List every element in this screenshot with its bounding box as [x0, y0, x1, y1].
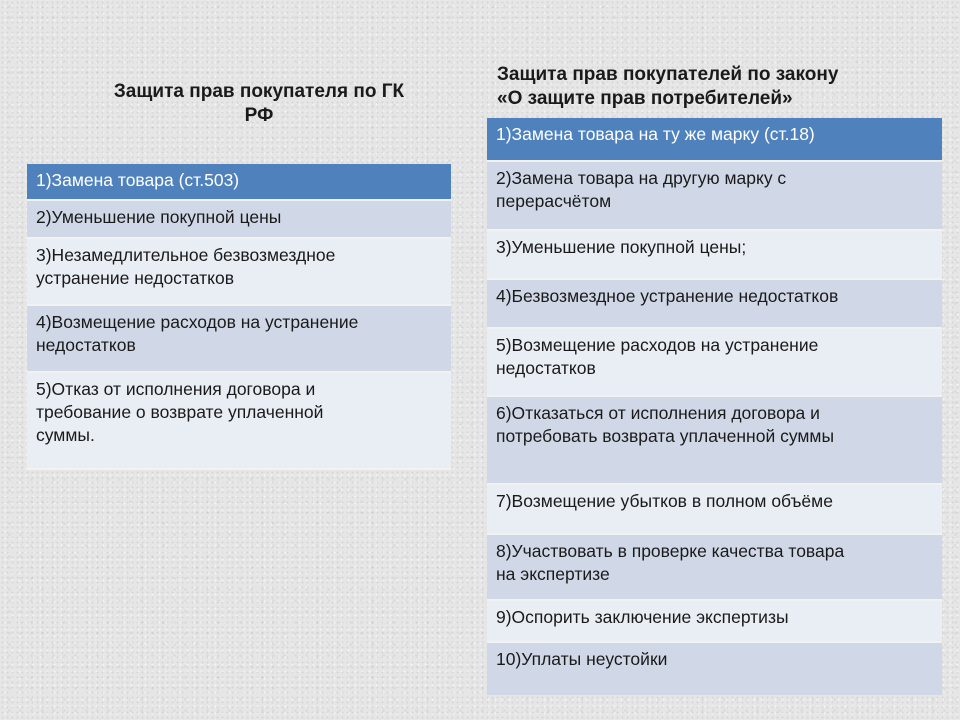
- row-text-line: перерасчётом: [496, 191, 612, 211]
- row-text-line: устранение недостатков: [36, 268, 234, 288]
- right-table-row: [487, 329, 942, 397]
- left-heading-line: РФ: [244, 105, 274, 126]
- row-text-line: недостатков: [36, 335, 136, 355]
- row-text-line: 4)Возмещение расходов на устранение: [36, 312, 359, 332]
- right-rights-table: [487, 118, 942, 695]
- left-table-row: [27, 239, 451, 306]
- left-table-row: [27, 201, 451, 239]
- right-table-row: [487, 643, 942, 695]
- right-heading-line: Защита прав покупателей по закону: [497, 64, 839, 85]
- row-text-line: 10)Уплаты неустойки: [496, 649, 668, 669]
- left-heading-line: Защита прав покупателя по ГК: [113, 81, 405, 102]
- row-text-line: 5)Возмещение расходов на устранение: [496, 335, 819, 355]
- row-text-line: 2)Уменьшение покупной цены: [36, 207, 282, 227]
- right-table-row: [487, 601, 942, 643]
- row-text-line: на экспертизе: [496, 564, 610, 584]
- left-column-heading: [64, 80, 454, 128]
- right-table-row: [487, 118, 942, 162]
- row-text-line: 3)Незамедлительное безвозмездное: [36, 245, 336, 265]
- right-table-row: [487, 280, 942, 329]
- row-text-line: 6)Отказаться от исполнения договора и: [496, 403, 820, 423]
- row-text-line: 2)Замена товара на другую марку с: [496, 168, 787, 188]
- right-column-heading: [497, 63, 937, 111]
- row-text-line: 8)Участвовать в проверке качества товара: [496, 541, 845, 561]
- row-text-line: недостатков: [496, 358, 596, 378]
- right-table-row: [487, 231, 942, 280]
- left-table-row: [27, 164, 451, 201]
- right-heading-line: «О защите прав потребителей»: [497, 88, 793, 109]
- row-text-line: потребовать возврата уплаченной суммы: [496, 426, 835, 446]
- right-table-row: [487, 535, 942, 601]
- left-table-row: [27, 373, 451, 470]
- left-table-row: [27, 306, 451, 373]
- row-text-line: 1)Замена товара (ст.503): [36, 170, 240, 190]
- right-table-row: [487, 397, 942, 485]
- left-rights-table: [27, 164, 451, 470]
- row-text-line: требование о возврате уплаченной: [36, 402, 324, 422]
- row-text-line: суммы.: [36, 425, 95, 445]
- right-table-row: [487, 162, 942, 231]
- right-table-row: [487, 485, 942, 535]
- row-text-line: 3)Уменьшение покупной цены;: [496, 237, 747, 257]
- row-text-line: 4)Безвозмездное устранение недостатков: [496, 286, 839, 306]
- row-text-line: 1)Замена товара на ту же марку (ст.18): [496, 124, 815, 144]
- row-text-line: 9)Оспорить заключение экспертизы: [496, 607, 789, 627]
- row-text-line: 5)Отказ от исполнения договора и: [36, 379, 316, 399]
- row-text-line: 7)Возмещение убытков в полном объёме: [496, 491, 833, 511]
